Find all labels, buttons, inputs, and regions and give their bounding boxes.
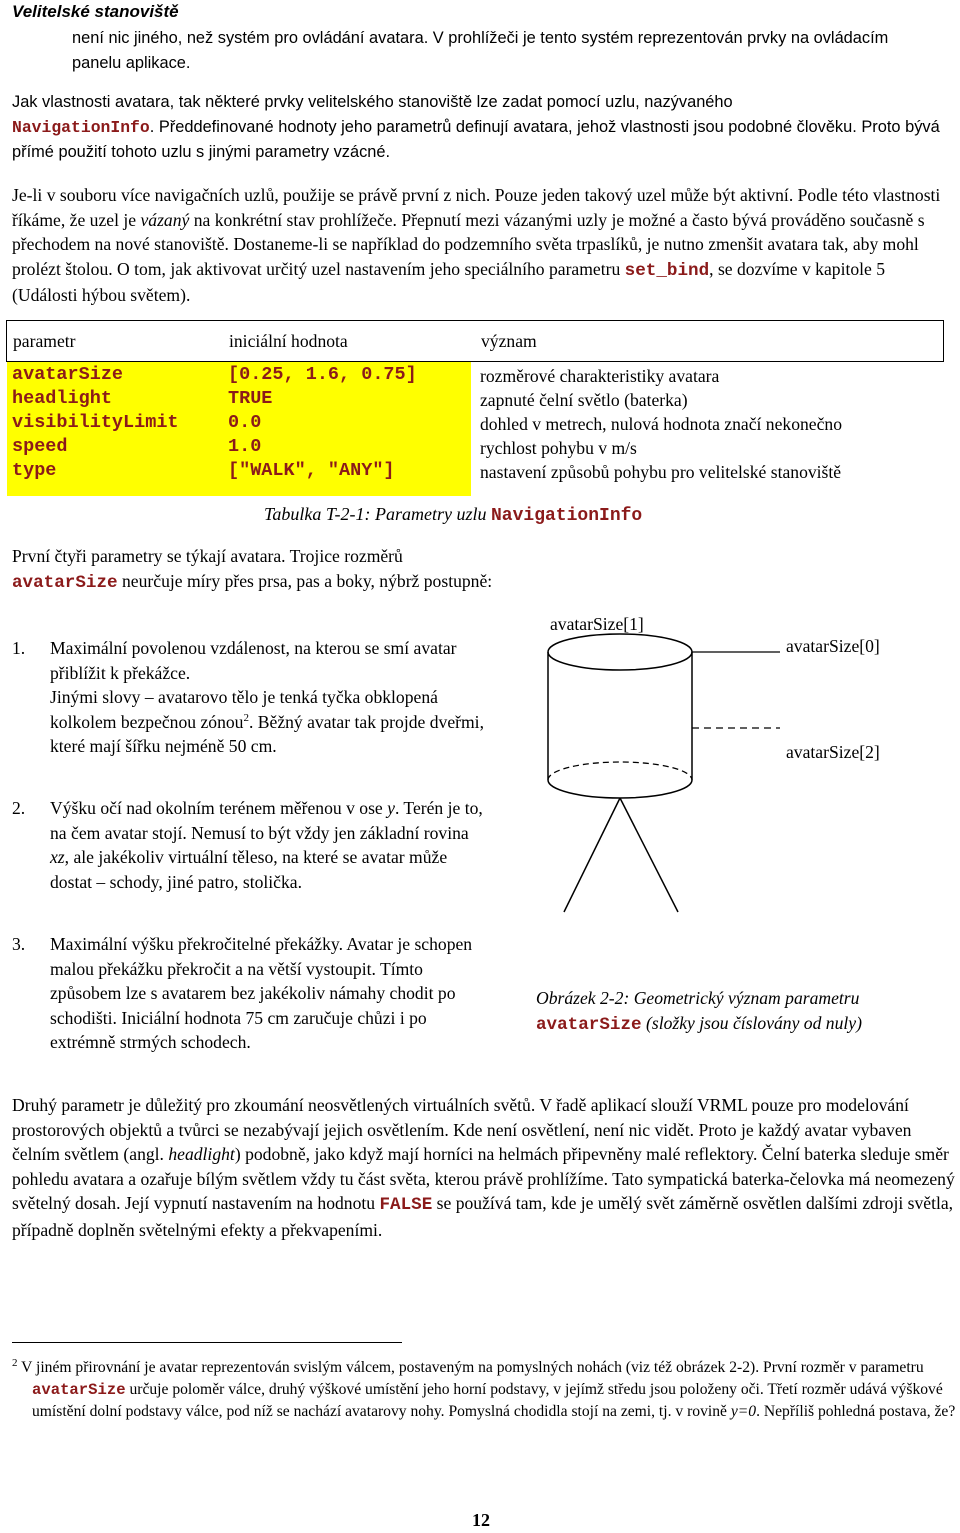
text-run: . Nepříliš pohledná postava, že? xyxy=(756,1403,956,1421)
text-run: Jinými slovy – avatarovo tělo je tenká tyčka obklopená kolkolem bezpečnou zónou xyxy=(50,687,438,732)
caption-text: Obrázek 2-2: Geometrický význam parametru xyxy=(536,988,860,1008)
list-item xyxy=(12,932,510,1055)
text-run: , ale jakékoliv virtuální těleso, na které se avatar může dostat – schody, jiné patro, stolička. xyxy=(50,847,448,892)
emphasis-text: headlight xyxy=(168,1144,235,1164)
label-avatarsize-0: avatarSize[0] xyxy=(786,636,880,656)
list-number: 1. xyxy=(12,638,26,658)
paragraph-navigationinfo xyxy=(12,90,942,165)
table-cell-desc: zapnuté čelní světlo (baterka) xyxy=(480,390,688,410)
text-run: ) podobně, jako když mají horníci na helmách připevněny malé reflektory. Čelní baterka sleduje směr pohledu avatara a ozařuje bílým světlem vždy tu část světa, kterou právě prohlížíme. Tato sympatická baterka-čelovka má neomezený světelný dosah. Její vypnutí nastavením na hodnotu xyxy=(12,1144,955,1213)
footnote-mark: 2 xyxy=(12,1357,18,1369)
label-avatarsize-2: avatarSize[2] xyxy=(786,742,880,762)
figure-caption xyxy=(536,986,946,1038)
text-run: určuje poloměr válce, druhý výškové umístění jeho horní podstavy, v jejímž středu jsou položeny oči. Třetí rozměr udává výškové umístění dolní podstavy válce, pod níž se nachází avatarovy nohy. Pomyslná chodidla stojí na zemi, tj. v rovině xyxy=(32,1381,943,1421)
list-item-text: Maximální výšku překročitelné překážky. Avatar je schopen malou překážku překročit a na větší vystoupit. Tímto způsobem lze s avatarem bez jakékoliv námahy chodit po schodišti. Iniciální hodnota 75 cm zaručuje chůzi i po extrémně strmých schodech. xyxy=(50,934,473,1052)
text-run: . Terén je to, na čem avatar stojí. Nemusí to být vždy jen základní rovina xyxy=(50,798,483,843)
table-cell-value: TRUE xyxy=(228,388,273,409)
footnote-text xyxy=(12,1352,957,1423)
code-avatarsize: avatarSize xyxy=(12,572,118,593)
list-item xyxy=(12,796,510,894)
math-y0: y=0 xyxy=(730,1403,757,1421)
avatar-cylinder-figure xyxy=(540,600,950,920)
text-run: Maximální povolenou vzdálenost, na kterou se smí avatar přiblížit k překážce. xyxy=(50,638,457,683)
cylinder-diagram xyxy=(540,600,950,920)
paragraph-headlight xyxy=(12,1093,957,1242)
parameter-table xyxy=(6,320,944,497)
code-avatarsize: avatarSize xyxy=(32,1381,126,1400)
code-false: FALSE xyxy=(379,1195,433,1215)
caption-text: Tabulka T-2-1: Parametry uzlu xyxy=(264,504,491,524)
text-run: . Běžný avatar tak projde dveřmi, které mají šířku nejméně 50 cm. xyxy=(50,711,484,756)
cylinder-top xyxy=(548,634,692,670)
paragraph-binding xyxy=(12,183,952,308)
text-run: Druhý parametr je důležitý pro zkoumání neosvětlených virtuálních světů. V řadě aplikací slouží VRML pouze pro modelování prostorových objektů a tvůrci se nezabývají jejich osvětlením. Kde není osvětlení, není nic vidět. Proto je každý avatar vybaven čelním světlem (angl. xyxy=(12,1095,912,1164)
table-cell-value: 1.0 xyxy=(228,436,262,457)
emphasis-text: vázaný xyxy=(140,209,190,230)
table-header-meaning: význam xyxy=(481,331,537,351)
section-heading: Velitelské stanoviště xyxy=(12,2,179,21)
text-run: Jak vlastnosti avatara, tak některé prvky velitelského stanoviště lze zadat pomocí uzlu, nazývaného xyxy=(12,93,733,111)
caption-text: (složky jsou číslovány od nuly) xyxy=(641,1013,862,1033)
text-run: neurčuje míry přes prsa, pas a boky, nýbrž postupně: xyxy=(117,570,493,591)
text-run: První čtyři parametry se týkají avatara. Trojice rozměrů xyxy=(12,546,403,566)
table-header-value: iniciální hodnota xyxy=(229,331,348,351)
table-caption xyxy=(264,502,642,529)
table-cell-value: ["WALK", "ANY"] xyxy=(228,460,395,481)
text-run: Výšku očí nad okolním terénem měřenou v ose xyxy=(50,798,388,818)
label-avatarsize-1: avatarSize[1] xyxy=(550,614,644,634)
list-item-text xyxy=(50,636,490,759)
text-run: V jiném přirovnání je avatar reprezentován svislým válcem, postaveným na pomyslných nohách (viz též obrázek 2-2). První rozměr v parametru xyxy=(17,1359,924,1377)
math-xz: xz xyxy=(50,847,65,867)
text-run: se používá tam, kde je umělý svět záměrně osvětlen dalšími zdroji světla, případně doplněn světelnými efekty a překvapeními. xyxy=(12,1193,954,1240)
table-cell-desc: dohled v metrech, nulová hodnota značí nekonečno xyxy=(480,414,843,434)
text-run: na konkrétní stav prohlížeče. Přepnutí mezi vázanými uzly je možné a často bývá prováděno současně s přechodem na nové stanoviště. Dostaneme-li se například do podzemního světa trpaslíků, je nutno zmenšit avatara tak, aby mohl prolézt štolou. O tom, jak aktivovat určitý uzel nastavením jeho speciálního parametru xyxy=(12,209,925,279)
table-cell-value: 0.0 xyxy=(228,412,262,433)
lead-paragraph xyxy=(12,544,507,595)
math-y: y xyxy=(387,798,395,818)
table-header-parametr: parametr xyxy=(13,331,76,351)
leg-right xyxy=(620,798,678,912)
text-run: , se dozvíme v kapitole 5 (Události hýbou světem). xyxy=(12,258,886,305)
table-cell-param: visibilityLimit xyxy=(12,412,179,433)
cylinder-bottom-back xyxy=(548,762,692,780)
table-cell-desc: rychlost pohybu v m/s xyxy=(480,438,637,458)
footnote-ref: 2 xyxy=(243,711,249,724)
caption-code: avatarSize xyxy=(536,1015,642,1035)
list-number: 2. xyxy=(12,798,26,818)
page-number: 12 xyxy=(472,1510,490,1530)
table-header-row xyxy=(6,320,944,362)
list-item xyxy=(12,636,510,759)
text-run: . Předdefinované hodnoty jeho parametrů definují avatara, jehož vlastnosti jsou podobné člověku. Proto bývá přímé použití tohoto uzlu s jinými parametry vzácné. xyxy=(12,117,940,161)
table-cell-param: speed xyxy=(12,436,68,457)
table-cell-param: type xyxy=(12,460,57,481)
cylinder-bottom-front xyxy=(548,780,692,798)
table-cell-desc: rozměrové charakteristiky avatara xyxy=(480,366,720,386)
table-cell-value: [0.25, 1.6, 0.75] xyxy=(228,364,417,385)
footnote-divider xyxy=(12,1342,402,1343)
table-cell-param: avatarSize xyxy=(12,364,124,385)
leg-left xyxy=(564,798,620,912)
code-navigationinfo: NavigationInfo xyxy=(12,117,150,137)
table-cell-param: headlight xyxy=(12,388,112,409)
code-set-bind: set_bind xyxy=(624,260,710,281)
caption-code: NavigationInfo xyxy=(491,506,643,526)
intro-paragraph: není nic jiného, než systém pro ovládání avatara. V prohlížeči je tento systém reprezentován prvky na ovládacím panelu aplikace. xyxy=(72,29,889,72)
text-run: Je-li v souboru více navigačních uzlů, použije se právě první z nich. Pouze jeden takový uzel může být aktivní. Podle této vlastnosti říkáme, že uzel je xyxy=(12,185,941,230)
footnote xyxy=(12,1352,957,1423)
table-cell-desc: nastavení způsobů pohybu pro velitelské stanoviště xyxy=(480,462,842,482)
list-item-text xyxy=(50,796,490,894)
list-number: 3. xyxy=(12,934,26,954)
